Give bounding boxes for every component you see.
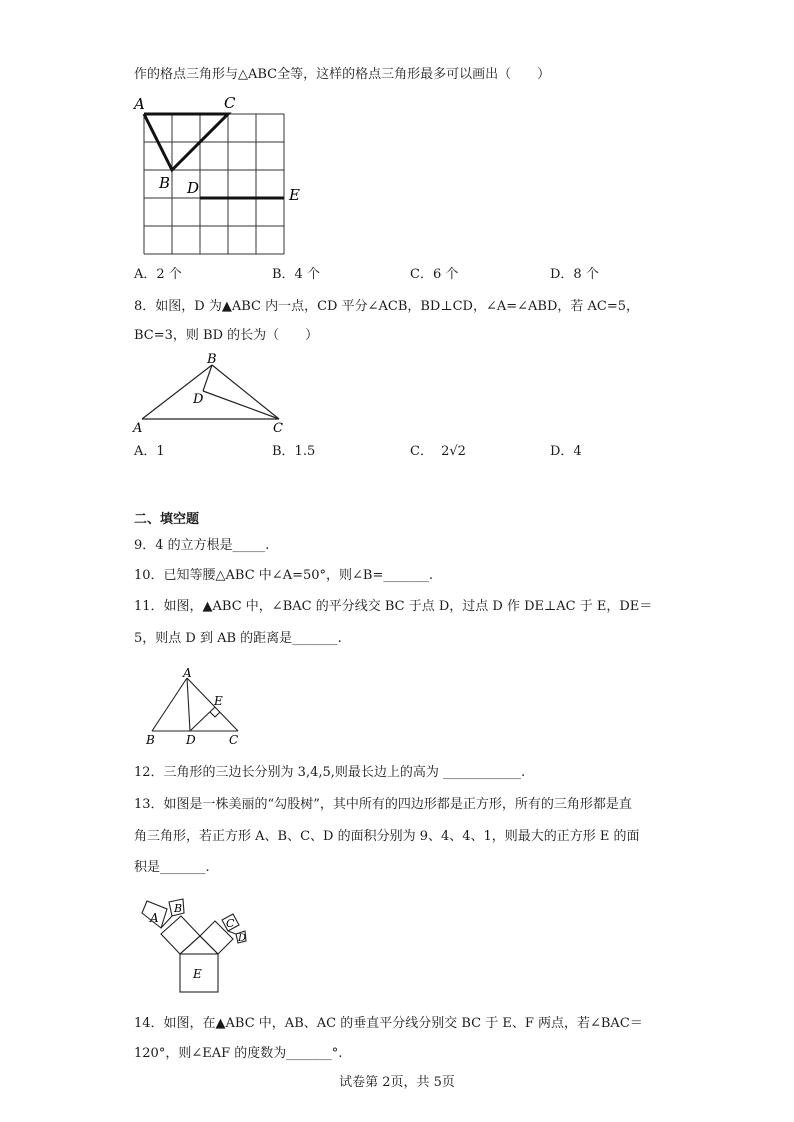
label-e: E [214, 694, 223, 708]
label-d: D [238, 933, 247, 944]
q8-line-1: 8．如图，D 为▲ABC 内一点，CD 平分∠ACB，BD⊥CD，∠A=∠ABD，若 AC=5， [134, 299, 640, 314]
label-a: A [183, 666, 192, 680]
label-e: E [193, 967, 202, 981]
q8-option-c-label: C． [410, 444, 433, 459]
q7-option-d[interactable]: D．8 个 [550, 267, 599, 282]
q13-line-1: 13．如图是一株美丽的“勾股树”，其中所有的四边形都是正方形，所有的三角形都是直 [134, 797, 632, 812]
edge-ab [152, 678, 187, 731]
label-c: C [224, 94, 236, 112]
label-a: A [134, 95, 145, 113]
q13-pythagoras-tree-figure [132, 892, 256, 1000]
label-b: B [159, 174, 171, 192]
label-b: B [174, 902, 183, 915]
q7-option-a[interactable]: A．2 个 [134, 267, 182, 282]
label-c: C [226, 917, 235, 930]
right-triangle-top [180, 936, 218, 954]
perpendicular-de [190, 707, 215, 731]
q8-option-d[interactable]: D．4 [550, 444, 582, 459]
bisector-ad [187, 678, 190, 731]
q8-option-c-value: 2√2 [441, 444, 466, 459]
q7-option-b[interactable]: B．4 个 [272, 267, 320, 282]
q8-option-b[interactable]: B．1.5 [272, 444, 316, 459]
q9-text: 9．4 的立方根是_____. [134, 538, 270, 553]
label-e: E [289, 186, 300, 204]
label-a: A [133, 421, 143, 436]
q8-option-a[interactable]: A．1 [134, 444, 165, 459]
page-footer: 试卷第 2页，共 5页 [339, 1075, 455, 1090]
edge-bc [212, 365, 279, 419]
q12-text: 12．三角形的三边长分别为 3,4,5,则最长边上的高为 ____________. [134, 765, 526, 780]
q11-triangle-figure [140, 666, 250, 750]
q13-line-3: 积是_______. [134, 860, 210, 875]
q13-line-2: 角三角形，若正方形 A、B、C、D 的面积分别为 9、4、4、1，则最大的正方形 E 的面 [134, 829, 640, 844]
link-c-d [228, 931, 236, 934]
label-d: D [186, 733, 196, 747]
right-angle-mark [210, 712, 220, 717]
label-c: C [273, 421, 283, 436]
label-d: D [193, 392, 204, 407]
q8-triangle-figure [132, 350, 302, 436]
section-title: 二、填空题 [134, 512, 200, 527]
label-d: D [187, 179, 200, 197]
q11-line-2: 5，则点 D 到 AB 的距离是_______. [134, 631, 342, 646]
q11-line-1: 11．如图，▲ABC 中，∠BAC 的平分线交 BC 于点 D，过点 D 作 DE⊥AC 于 E，DE＝ [134, 599, 653, 614]
q7-text: 作的格点三角形与△ABC全等，这样的格点三角形最多可以画出（ ） [134, 67, 551, 82]
q14-line-2: 120°，则∠EAF 的度数为_______°. [134, 1046, 343, 1061]
q7-grid-figure [132, 92, 312, 260]
label-a: A [150, 911, 159, 925]
q14-line-1: 14．如图，在▲ABC 中，AB、AC 的垂直平分线分别交 BC 于 E、F 两点，若∠BAC＝ [134, 1016, 643, 1031]
label-b: B [146, 733, 155, 747]
edge-ac [187, 678, 238, 731]
q8-option-c[interactable] [410, 443, 466, 461]
edge-dc [203, 391, 279, 419]
q7-option-c[interactable]: C．6 个 [410, 267, 459, 282]
label-c: C [229, 733, 239, 747]
q8-line-2: BC=3，则 BD 的长为（ ） [134, 328, 319, 343]
label-b: B [207, 352, 217, 367]
q10-text: 10．已知等腰△ABC 中∠A=50°，则∠B=_______. [134, 568, 433, 583]
